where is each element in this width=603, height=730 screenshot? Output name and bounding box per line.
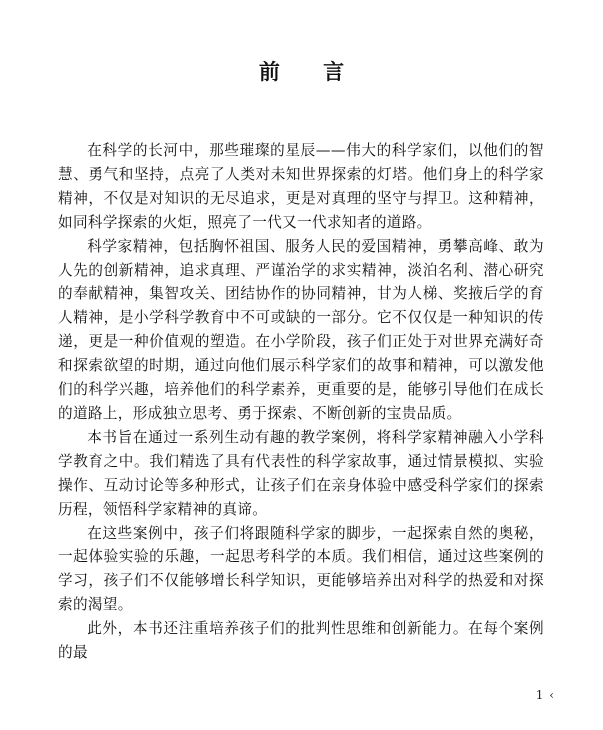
paragraph-2: 科学家精神，包括胸怀祖国、服务人民的爱国精神，勇攀高峰、敢为人先的创新精神，追求真理、严谨治学的求实精神，淡泊名利、潜心研究的奉献精神，集智攻关、团结协作的协同精神，甘为人梯、奖掖后学的育人精神，是小学科学教育中不可或缺的一部分。它不仅仅是一种知识的传递，更是一种价值观的塑造。在小学阶段，孩子们正处于对世界充满好奇和探索欲望的时期，通过向他们展示科学家们的故事和精神，可以激发他们的科学兴趣，培养他们的科学素养，更重要的是，能够引导他们在成长的道路上，形成独立思考、勇于探索、不断创新的宝贵品质。 (58, 237, 544, 422)
paragraph-4: 在这些案例中，孩子们将跟随科学家的脚步，一起探索自然的奥秘，一起体验实验的乐趣，一起思考科学的本质。我们相信，通过这些案例的学习，孩子们不仅能够增长科学知识，更能够培养出对科学的热爱和对探索的渴望。 (58, 524, 544, 614)
page-title: 前 言 (258, 59, 363, 85)
paragraph-3: 本书旨在通过一系列生动有趣的教学案例，将科学家精神融入小学科学教育之中。我们精选了具有代表性的科学家故事，通过情景模拟、实验操作、互动讨论等多种形式，让孩子们在亲身体验中感受科学家们的探索历程，领悟科学家精神的真谛。 (58, 428, 544, 518)
paragraph-1: 在科学的长河中，那些璀璨的星辰——伟大的科学家们，以他们的智慧、勇气和坚持，点亮了人类对未知世界探索的灯塔。他们身上的科学家精神，不仅是对知识的无尽追求，更是对真理的坚守与捍卫。这种精神，如同科学探索的火炬，照亮了一代又一代求知者的道路。 (58, 142, 544, 231)
preface-body (58, 139, 544, 665)
page-number: 1 ‹ (535, 688, 555, 702)
paragraph-5: 此外，本书还注重培养孩子们的批判性思维和创新能力。在每个案例的最 (58, 620, 544, 662)
